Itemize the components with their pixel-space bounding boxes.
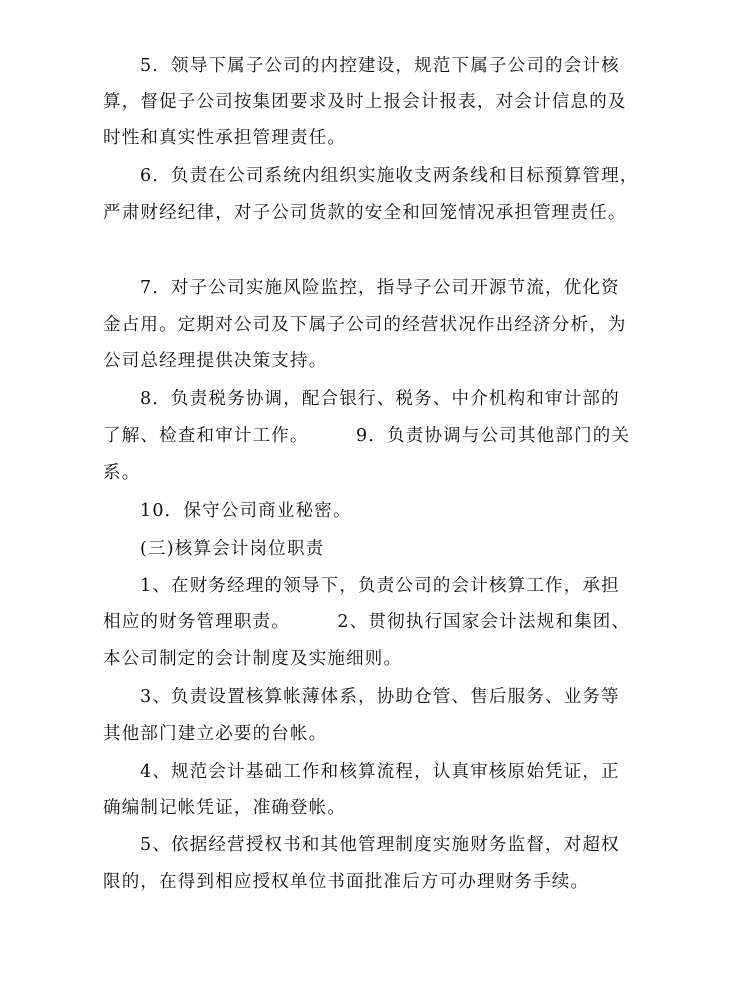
- text-line: 严肃财经纪律，对子公司货款的安全和回笼情况承担管理责任。: [103, 203, 627, 223]
- text-line: 10．保守公司商业秘密。: [140, 501, 352, 521]
- text-line: 系。: [103, 463, 141, 483]
- text-line: 6．负责在公司系统内组织实施收支两条线和目标预算管理，: [140, 166, 639, 186]
- text-line: 公司总经理提供决策支持。: [103, 351, 328, 371]
- text-line: 算，督促子公司按集团要求及时上报会计报表，对会计信息的及: [103, 92, 627, 112]
- text-line: 时性和真实性承担管理责任。: [103, 128, 347, 148]
- text-line: 8．负责税务协调，配合银行、税务、中介机构和审计部的: [140, 389, 620, 409]
- text-line: 1、在财务经理的领导下，负责公司的会计核算工作，承担: [140, 576, 620, 596]
- text-line: 7．对子公司实施风险监控，指导子公司开源节流，优化资: [140, 278, 620, 298]
- text-line: 本公司制定的会计制度及实施细则。: [103, 649, 403, 669]
- text-line: 限的，在得到相应授权单位书面批准后方可办理财务手续。: [103, 872, 590, 892]
- text-line: 确编制记帐凭证，准确登帐。: [103, 798, 347, 818]
- text-line: 相应的财务管理职责。 2、贯彻执行国家会计法规和集团、: [103, 612, 631, 632]
- text-line: 3、负责设置核算帐薄体系，协助仓管、售后服务、业务等: [140, 687, 620, 707]
- text-line: 4、规范会计基础工作和核算流程，认真审核原始凭证，正: [140, 762, 620, 782]
- text-line: 金占用。定期对公司及下属子公司的经营状况作出经济分析，为: [103, 315, 627, 335]
- text-line: 5．领导下属子公司的内控建设，规范下属子公司的会计核: [140, 56, 620, 76]
- section-heading: (三)核算会计岗位职责: [140, 539, 325, 559]
- text-line: 其他部门建立必要的台帐。: [103, 724, 328, 744]
- text-line: 5、依据经营授权书和其他管理制度实施财务监督，对超权: [140, 835, 620, 855]
- text-line: 了解、检查和审计工作。 9．负责协调与公司其他部门的关: [103, 426, 631, 446]
